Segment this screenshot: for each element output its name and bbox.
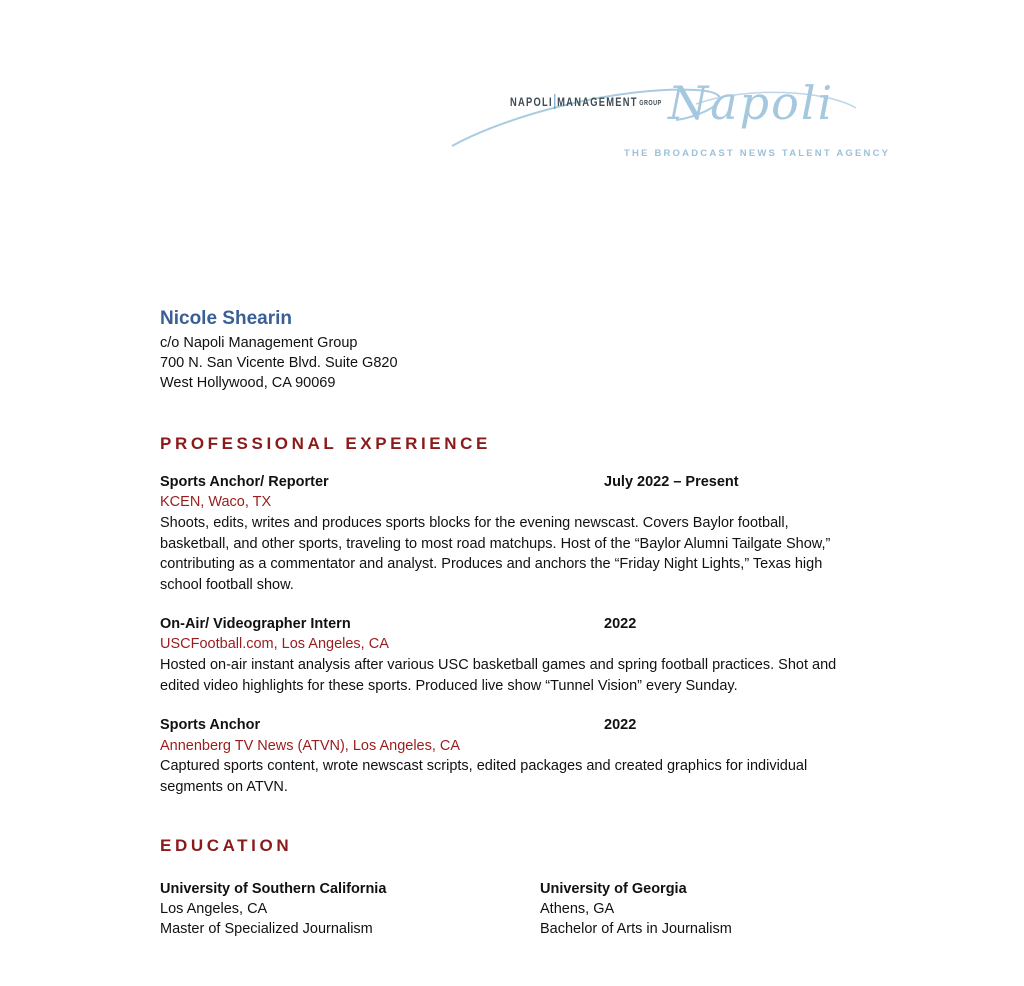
candidate-name: Nicole Shearin bbox=[160, 308, 292, 329]
logo-brand-group: GROUP bbox=[639, 100, 662, 107]
job-title: Sports Anchor bbox=[160, 717, 261, 733]
logo-brand-left: NAPOLI bbox=[510, 95, 553, 109]
job-dates: July 2022 – Present bbox=[604, 474, 739, 490]
job-title: On-Air/ Videographer Intern bbox=[160, 616, 351, 632]
experience-heading: PROFESSIONAL EXPERIENCE bbox=[160, 434, 491, 453]
logo-divider bbox=[554, 94, 555, 109]
address-line-2: 700 N. San Vicente Blvd. Suite G820 bbox=[160, 355, 398, 371]
school-degree: Bachelor of Arts in Journalism bbox=[540, 921, 732, 937]
school-location: Athens, GA bbox=[540, 901, 615, 917]
job-employer: Annenberg TV News (ATVN), Los Angeles, CA bbox=[160, 738, 461, 754]
job-description: Hosted on-air instant analysis after various USC basketball games and spring football practices. Shot and edited video highlights for these sports. Produced live show “Tunnel Vision” every Sunday. bbox=[160, 657, 837, 694]
logo-brand-name bbox=[510, 94, 662, 109]
school-location: Los Angeles, CA bbox=[160, 901, 268, 917]
address-line-3: West Hollywood, CA 90069 bbox=[160, 375, 336, 391]
address-line-1: c/o Napoli Management Group bbox=[160, 335, 358, 351]
job-description: Captured sports content, wrote newscast scripts, edited packages and created graphics for individual segments on ATVN. bbox=[160, 758, 808, 795]
job-dates: 2022 bbox=[604, 616, 637, 632]
education-heading: EDUCATION bbox=[160, 836, 293, 855]
job-description: Shoots, edits, writes and produces sports blocks for the evening newscast. Covers Baylor football, basketball, and other sports, traveling to most road matchups. Host of the “Baylor Alumni Tailgate Show,” contributing as a commentator and analyst. Produces and anchors the “Friday Night Lights,” Texas high school football show. bbox=[160, 515, 831, 593]
school-degree: Master of Specialized Journalism bbox=[160, 921, 373, 937]
job-dates: 2022 bbox=[604, 717, 637, 733]
school-name: University of Georgia bbox=[540, 881, 687, 897]
job-employer: USCFootball.com, Los Angeles, CA bbox=[160, 636, 389, 652]
job-employer: KCEN, Waco, TX bbox=[160, 494, 272, 510]
logo-tagline: THE BROADCAST NEWS TALENT AGENCY bbox=[624, 148, 891, 159]
job-title: Sports Anchor/ Reporter bbox=[160, 474, 329, 490]
logo-script-wordmark: Napoli bbox=[668, 76, 835, 130]
napoli-logo bbox=[446, 76, 891, 172]
logo-brand-right: MANAGEMENT bbox=[557, 95, 638, 109]
school-name: University of Southern California bbox=[160, 881, 387, 897]
